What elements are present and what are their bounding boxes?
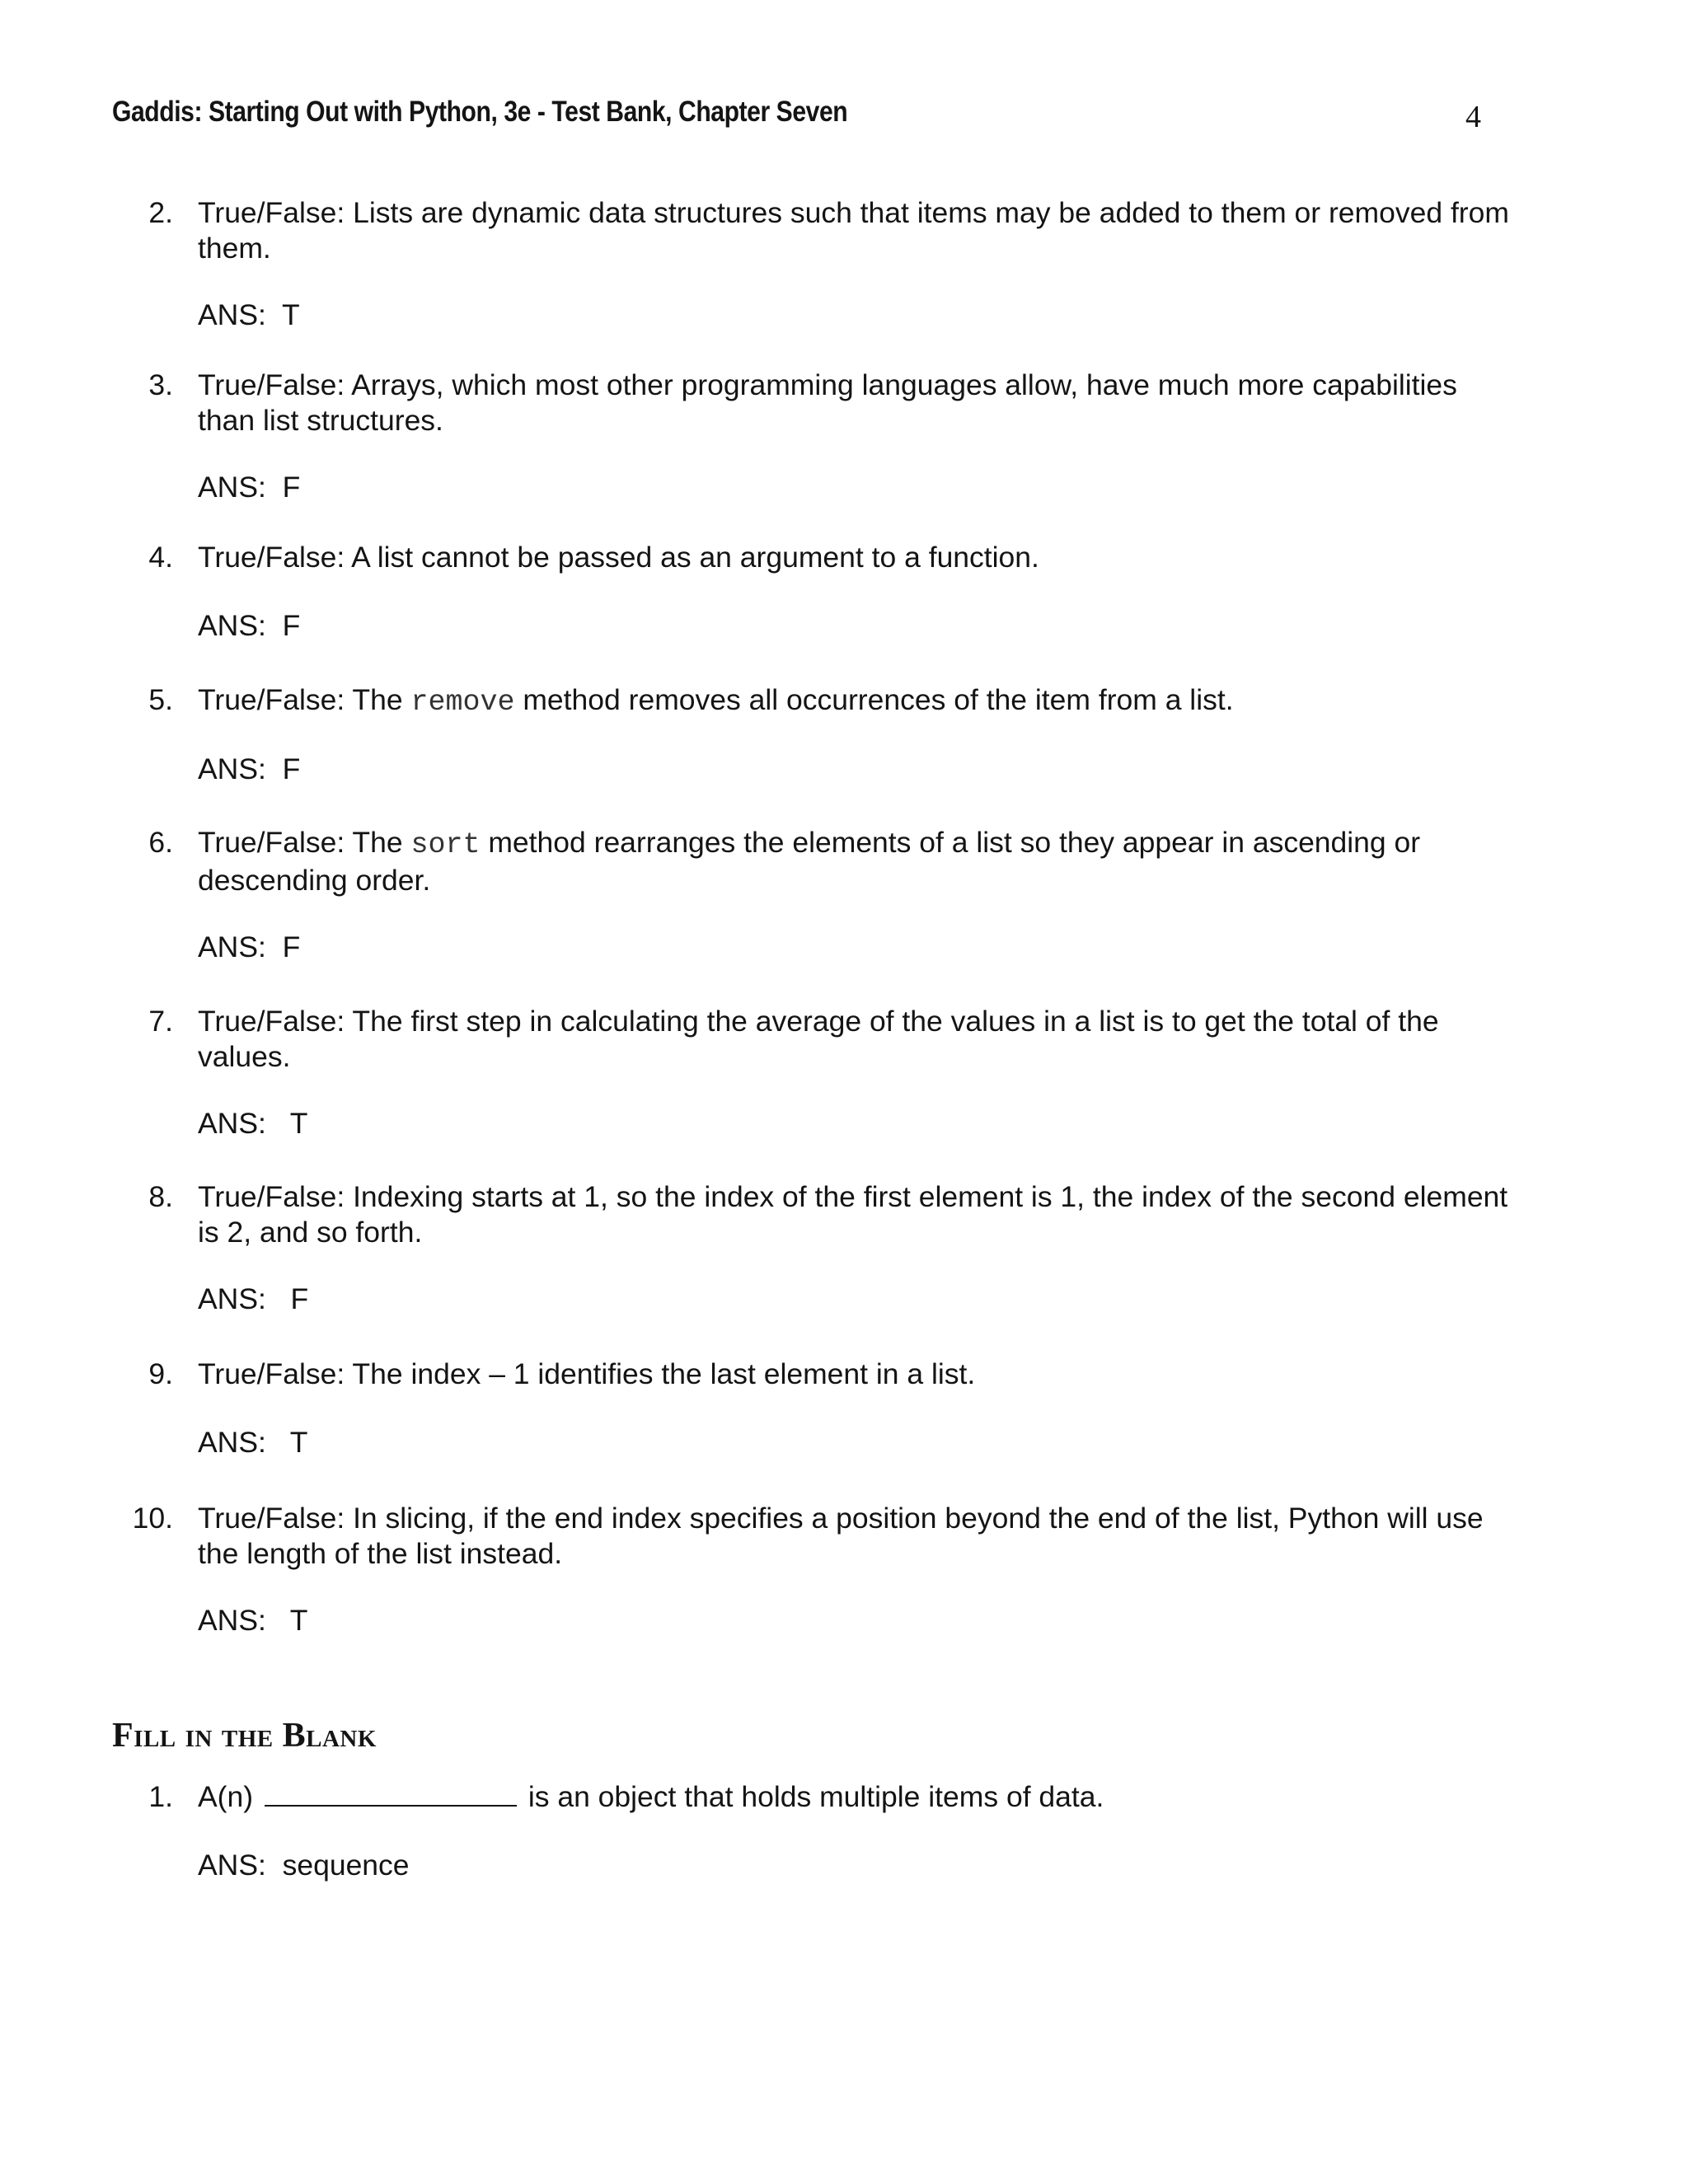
question-text-after: method removes all occurrences of the item from a list. [514, 683, 1234, 716]
page-number: 4 [1465, 100, 1481, 134]
question-number: 7. [148, 1005, 173, 1038]
question-number: 10. [132, 1502, 173, 1535]
code-remove: remove [410, 686, 515, 719]
question-text: True/False: The index – 1 identifies the last element in a list. [198, 1357, 976, 1390]
question-text: True/False: The first step in calculating the average of the values in a list is to get the total of the values. [198, 1005, 1439, 1073]
question-text: True/False: A list cannot be passed as an argument to a function. [198, 541, 1039, 574]
question-text-before: True/False: The [198, 826, 411, 859]
question-number: 5. [148, 683, 173, 716]
question-text: True/False: Arrays, which most other programming languages allow, have much more capabilities than list structures. [198, 368, 1457, 437]
question-number: 2. [148, 196, 173, 229]
page-header-title: Gaddis: Starting Out with Python, 3e - Test Bank, Chapter Seven [112, 96, 848, 128]
question-text-after: is an object that holds multiple items of data. [528, 1780, 1104, 1813]
question-number: 8. [148, 1180, 173, 1213]
question-text [198, 1779, 1517, 1815]
question-text-after: method rearranges the elements of a list so they appear in ascending or descending order. [198, 826, 1421, 897]
answer: ANS: sequence [198, 1849, 410, 1882]
answer: ANS: T [198, 298, 300, 331]
question-number: 1. [148, 1780, 173, 1813]
question-text: True/False: Lists are dynamic data structures such that items may be added to them or removed from them. [198, 196, 1509, 265]
answer: ANS: F [198, 752, 301, 785]
question-number: 9. [148, 1357, 173, 1390]
answer: ANS: T [198, 1426, 308, 1459]
question-number: 6. [148, 826, 173, 859]
question-text-before: A(n) [198, 1780, 254, 1813]
code-sort: sort [410, 828, 481, 861]
answer-blank-line [265, 1780, 517, 1807]
question-number: 4. [148, 541, 173, 574]
question-text: True/False: In slicing, if the end index specifies a position beyond the end of the list, Python will use the length of the list instead. [198, 1502, 1484, 1570]
answer: ANS: T [198, 1107, 308, 1140]
question-text: True/False: Indexing starts at 1, so the index of the first element is 1, the index of the second element is 2, and so forth. [198, 1180, 1508, 1249]
section-heading-fill-in-the-blank: Fill in the Blank [112, 1717, 377, 1755]
answer: ANS: F [198, 930, 301, 963]
answer: ANS: F [198, 1282, 309, 1315]
answer: ANS: F [198, 609, 301, 642]
question-text-before: True/False: The [198, 683, 411, 716]
answer: ANS: F [198, 471, 301, 504]
question-text [198, 825, 1517, 898]
answer: ANS: T [198, 1604, 308, 1637]
question-text [198, 682, 1517, 720]
question-number: 3. [148, 368, 173, 401]
